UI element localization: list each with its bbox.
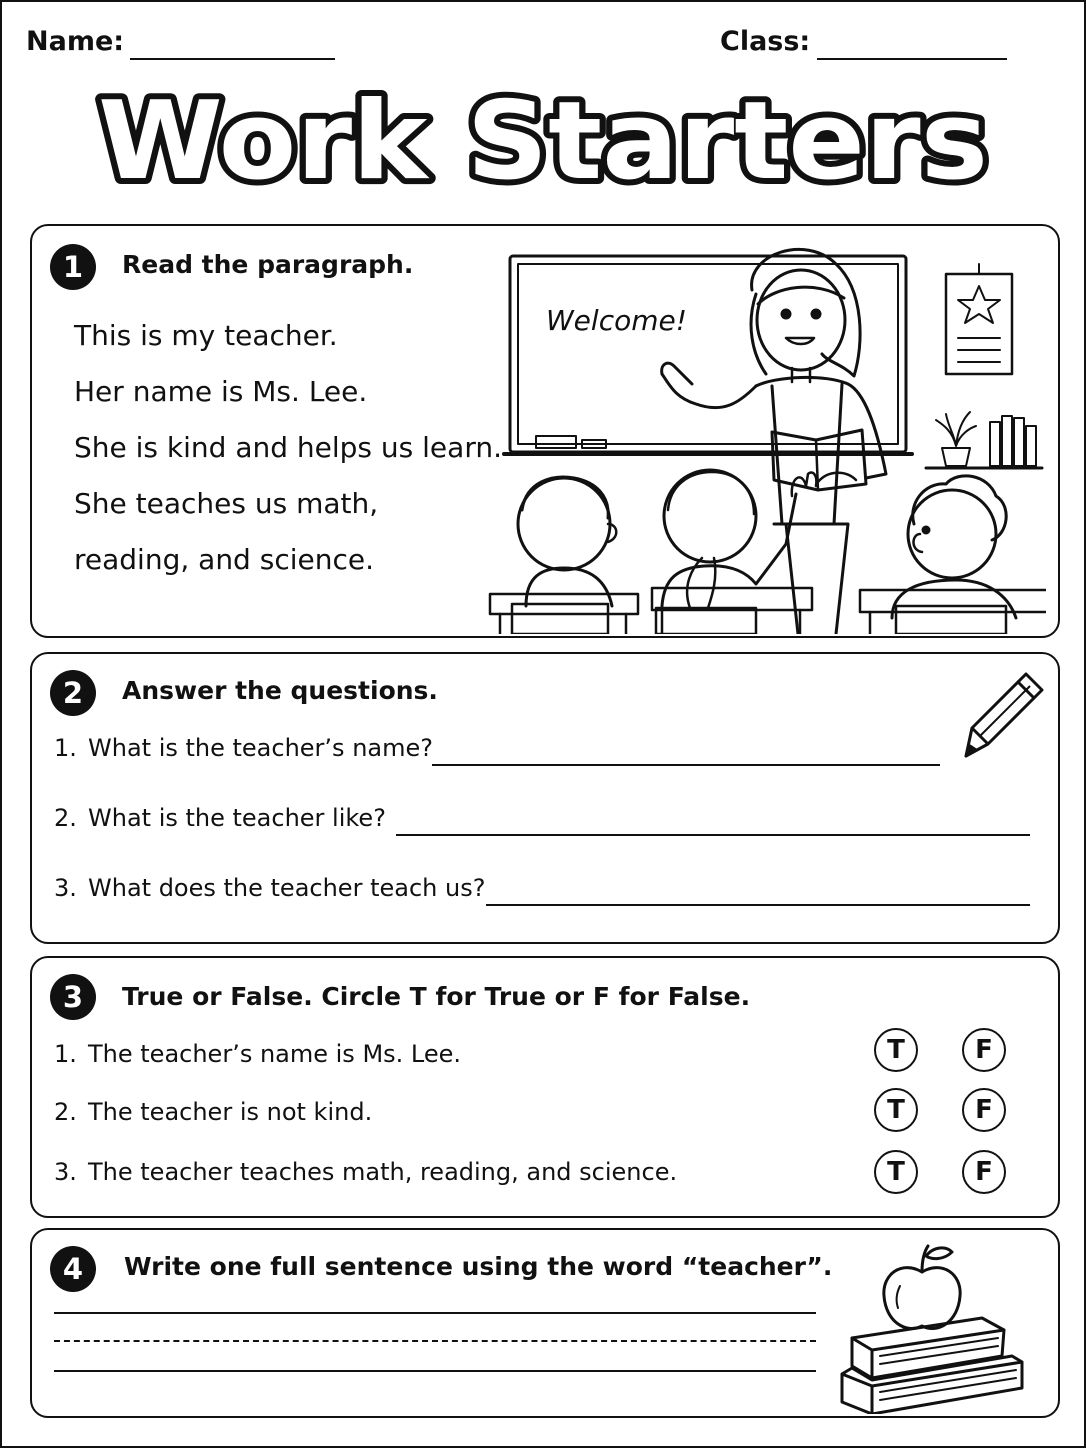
section-write-sentence bbox=[30, 1228, 1060, 1418]
false-option[interactable]: F bbox=[962, 1088, 1006, 1132]
page-title bbox=[2, 70, 1084, 210]
writing-guide-line bbox=[54, 1340, 816, 1342]
section-read-paragraph bbox=[30, 224, 1060, 638]
statement-text: The teacher’s name is Ms. Lee. bbox=[88, 1040, 462, 1068]
section-number-badge: 1 bbox=[50, 244, 96, 290]
class-field[interactable] bbox=[817, 58, 1007, 60]
paragraph-line: This is my teacher. bbox=[74, 319, 338, 352]
chalkboard bbox=[510, 256, 906, 452]
statement-item bbox=[54, 1040, 461, 1068]
question-item bbox=[54, 874, 485, 902]
question-text: What does the teacher teach us? bbox=[88, 874, 486, 902]
section-true-false bbox=[30, 956, 1060, 1218]
section-number-badge: 4 bbox=[50, 1246, 96, 1292]
question-text: What is the teacher’s name? bbox=[88, 734, 433, 762]
section-instruction: Read the paragraph. bbox=[122, 250, 414, 279]
paragraph-line: She teaches us math, bbox=[74, 487, 379, 520]
question-number: 2. bbox=[54, 804, 77, 832]
true-option[interactable]: T bbox=[874, 1088, 918, 1132]
reading-paragraph bbox=[74, 308, 502, 588]
paragraph-line: She is kind and helps us learn. bbox=[74, 431, 502, 464]
true-option[interactable]: T bbox=[874, 1150, 918, 1194]
answer-line[interactable] bbox=[432, 764, 940, 766]
question-item bbox=[54, 734, 433, 762]
paragraph-line: reading, and science. bbox=[74, 543, 374, 576]
pencil-icon bbox=[960, 668, 1048, 764]
section-number-badge: 3 bbox=[50, 974, 96, 1020]
question-number: 1. bbox=[54, 734, 77, 762]
paragraph-line: Her name is Ms. Lee. bbox=[74, 375, 368, 408]
statement-number: 1. bbox=[54, 1040, 77, 1068]
statement-number: 3. bbox=[54, 1158, 77, 1186]
name-label: Name: bbox=[26, 26, 125, 57]
teacher-head bbox=[757, 270, 845, 370]
false-option[interactable]: F bbox=[962, 1150, 1006, 1194]
statement-item bbox=[54, 1158, 677, 1186]
writing-line[interactable] bbox=[54, 1312, 816, 1314]
true-option[interactable]: T bbox=[874, 1028, 918, 1072]
false-option[interactable]: F bbox=[962, 1028, 1006, 1072]
answer-line[interactable] bbox=[396, 834, 1030, 836]
student-head bbox=[518, 478, 610, 570]
section-instruction: True or False. Circle T for True or F for False. bbox=[122, 982, 751, 1011]
apple-on-books-icon bbox=[832, 1238, 1032, 1414]
name-field[interactable] bbox=[130, 58, 335, 60]
section-answer-questions bbox=[30, 652, 1060, 944]
section-number-badge: 2 bbox=[50, 670, 96, 716]
question-number: 3. bbox=[54, 874, 77, 902]
board-welcome-text: Welcome! bbox=[546, 304, 687, 337]
statement-item bbox=[54, 1098, 372, 1126]
answer-line[interactable] bbox=[486, 904, 1030, 906]
classroom-illustration bbox=[456, 234, 1046, 634]
title-text: Work Starters bbox=[98, 79, 988, 204]
question-text: What is the teacher like? bbox=[88, 804, 386, 832]
class-label: Class: bbox=[720, 26, 811, 57]
section-instruction: Write one full sentence using the word “teacher”. bbox=[124, 1252, 833, 1281]
question-item bbox=[54, 804, 386, 832]
statement-text: The teacher is not kind. bbox=[88, 1098, 373, 1126]
statement-number: 2. bbox=[54, 1098, 77, 1126]
statement-text: The teacher teaches math, reading, and science. bbox=[88, 1158, 678, 1186]
section-instruction: Answer the questions. bbox=[122, 676, 438, 705]
writing-line[interactable] bbox=[54, 1370, 816, 1372]
